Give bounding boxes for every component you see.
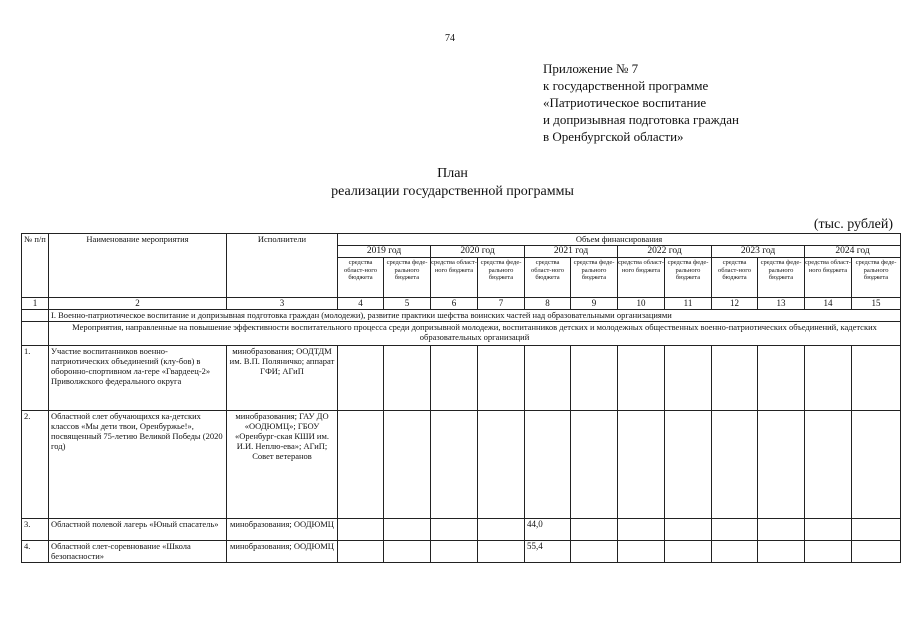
row-name: Областной слет-соревнование «Школа безопасности» [49,541,227,563]
column-number: 10 [618,298,665,310]
value-cell [338,519,384,541]
header-regional: средства област-ного бюджета [431,258,478,298]
value-cell [805,541,852,563]
value-cell [665,541,712,563]
header-year: 2022 год [618,246,712,258]
row-executor: минобразования; ООДТДМ им. В.П. Поляничко; аппарат ГФИ; АГиП [227,346,338,411]
table-row [22,541,901,563]
value-cell [712,346,758,411]
value-cell [618,346,665,411]
value-cell: 44,0 [525,519,571,541]
value-cell [665,519,712,541]
table-row [22,519,901,541]
header-regional: средства област-ного бюджета [805,258,852,298]
value-cell [571,411,618,519]
value-cell [805,346,852,411]
value-cell [758,541,805,563]
value-cell [712,411,758,519]
value-cell [384,519,431,541]
row-num: 3. [22,519,49,541]
empty-cell [22,322,49,346]
header-federal: средства феде-рального бюджета [758,258,805,298]
value-cell [852,346,901,411]
column-number: 7 [478,298,525,310]
row-name: Участие воспитанников военно-патриотических объединений (клу-бов) в оборонно-спортивном ла-гере «Гвардеец-2» Приволжского федерального округа [49,346,227,411]
page-number: 74 [445,33,455,44]
value-cell [618,541,665,563]
column-number: 4 [338,298,384,310]
header-financing: Объем финансирования [338,234,901,246]
column-number: 9 [571,298,618,310]
section-title: I. Военно-патриотическое воспитание и допризывная подготовка граждан (молодежи), развитие практики шефства воинских частей над образовательными организациями [49,310,901,322]
table-row [22,411,901,519]
value-cell [431,346,478,411]
row-name: Областной полевой лагерь «Юный спасатель» [49,519,227,541]
column-number: 13 [758,298,805,310]
value-cell [478,346,525,411]
value-cell [478,519,525,541]
header-year: 2021 год [525,246,618,258]
header-federal: средства феде-рального бюджета [852,258,901,298]
row-executor: минобразования; ООДЮМЦ [227,519,338,541]
value-cell [712,541,758,563]
value-cell [805,519,852,541]
header-regional: средства област-ного бюджета [618,258,665,298]
value-cell [338,541,384,563]
row-num: 2. [22,411,49,519]
value-cell [665,411,712,519]
value-cell [618,519,665,541]
plan-subtitle-line: реализации государственной программы [331,184,574,199]
column-number: 14 [805,298,852,310]
table-row [22,346,901,411]
financing-plan-table [21,233,901,563]
value-cell [758,411,805,519]
value-cell [712,519,758,541]
value-cell [758,519,805,541]
header-federal: средства феде-рального бюджета [665,258,712,298]
row-executor: минобразования; ООДЮМЦ [227,541,338,563]
header-year: 2019 год [338,246,431,258]
value-cell [478,541,525,563]
row-executor: минобразования; ГАУ ДО «ООДЮМЦ»; ГБОУ «Оренбург-ская КШИ им. И.И. Неплю-ева»; АГиП; Совет ветеранов [227,411,338,519]
header-regional: средства област-ного бюджета [712,258,758,298]
appendix-line: и допризывная подготовка граждан [543,112,739,127]
header-federal: средства феде-рального бюджета [384,258,431,298]
value-cell [384,346,431,411]
value-cell [431,519,478,541]
column-number: 8 [525,298,571,310]
appendix-line: «Патриотическое воспитание [543,95,707,110]
value-cell [852,519,901,541]
plan-title-line: План [437,166,468,181]
row-name: Областной слет обучающихся ка-детских классов «Мы дети твои, Оренбуржье!», посвященный 75-летию Великой Победы (2020 год) [49,411,227,519]
header-year: 2020 год [431,246,525,258]
column-number: 2 [49,298,227,310]
value-cell [571,519,618,541]
value-cell [431,541,478,563]
value-cell [618,411,665,519]
empty-cell [22,310,49,322]
appendix-line: Приложение № 7 [543,61,639,76]
value-cell [571,541,618,563]
value-cell [852,411,901,519]
header-regional: средства област-ного бюджета [525,258,571,298]
header-federal: средства феде-рального бюджета [571,258,618,298]
header-year: 2023 год [712,246,805,258]
value-cell [571,346,618,411]
subsection-title: Мероприятия, направленные на повышение эффективности воспитательного процесса среди допризывной молодежи, воспитанников детских и молодежных общественных военно-патриотических объединений, кадетских образовательных организаций [49,322,901,346]
value-cell [525,346,571,411]
value-cell [852,541,901,563]
plan-title [0,165,905,201]
column-number: 12 [712,298,758,310]
header-num: № п/п [22,234,49,298]
value-cell: 55,4 [525,541,571,563]
units-label: (тыс. рублей) [813,217,893,232]
value-cell [384,411,431,519]
value-cell [338,411,384,519]
header-year: 2024 год [805,246,901,258]
value-cell [665,346,712,411]
value-cell [525,411,571,519]
header-regional: средства област-ного бюджета [338,258,384,298]
column-number: 3 [227,298,338,310]
column-number: 5 [384,298,431,310]
column-number: 11 [665,298,712,310]
appendix-line: в Оренбургской области» [543,129,684,144]
value-cell [338,346,384,411]
value-cell [758,346,805,411]
header-federal: средства феде-рального бюджета [478,258,525,298]
value-cell [805,411,852,519]
value-cell [384,541,431,563]
column-number: 15 [852,298,901,310]
row-num: 4. [22,541,49,563]
column-number: 6 [431,298,478,310]
value-cell [478,411,525,519]
row-num: 1. [22,346,49,411]
appendix-block [543,60,739,145]
appendix-line: к государственной программе [543,78,709,93]
header-executor: Исполнители [227,234,338,298]
column-number: 1 [22,298,49,310]
value-cell [431,411,478,519]
header-name: Наименование мероприятия [49,234,227,298]
